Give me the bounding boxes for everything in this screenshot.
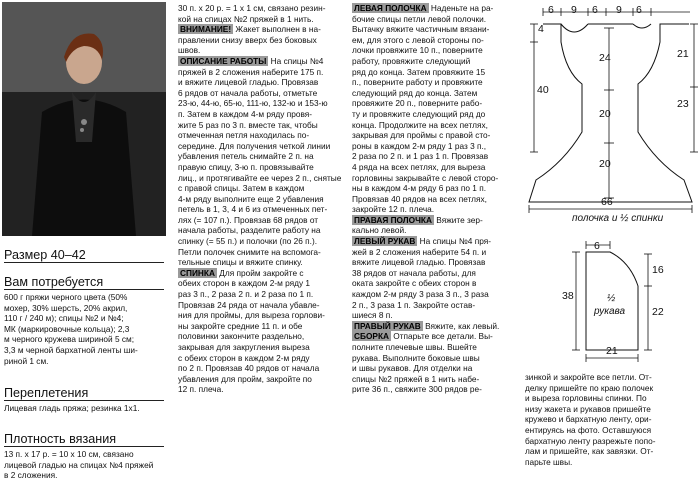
- d1-bottom: 66: [601, 196, 613, 208]
- col2-line: 4-м ряду выполните еще 2 убавления: [178, 193, 324, 204]
- d1-inner-2: 20: [599, 108, 611, 120]
- right-front-label: ПРАВАЯ ПОЛОЧКА: [354, 214, 432, 225]
- col2-line: п. Затем в каждом 4-м ряду провя-: [178, 108, 313, 119]
- materials-line: мохер, 30% шерсть, 20% акрил,: [4, 302, 128, 313]
- col3-line: роны в каждом 2-м ряду 1 раз 3 п.,: [352, 140, 487, 151]
- col4-line: кружево и бархатную ленту, ори-: [525, 414, 652, 425]
- col2-line: Для пройм закройте с: [216, 267, 304, 278]
- col3-line: закрывая для проймы с правой сто-: [352, 130, 491, 141]
- materials-line: 110 г / 240 м); спицы №2 и №4;: [4, 313, 124, 324]
- col2-line: по 2 п. Провязав 40 рядов от начала: [178, 363, 320, 374]
- col3-line: Вяжите зер-: [433, 214, 483, 225]
- front-back-diagram: [524, 2, 699, 227]
- col3-line: рукава. Выполните боковые швы: [352, 352, 480, 363]
- d1-right-1: 21: [677, 48, 689, 60]
- description-label: ОПИСАНИЕ РАБОТЫ: [180, 55, 267, 66]
- col3-line: провяжите 20 п., поверните рабо-: [352, 98, 483, 109]
- col4-line: лам и пришейте, как завязки. От-: [525, 446, 654, 457]
- d2-label-half: ½: [607, 293, 616, 304]
- col3-line: бочие спицы петли левой полочки.: [352, 13, 487, 24]
- col2-line: и вяжите лицевой гладью. Провязав: [178, 77, 319, 88]
- col3-line: 2 раза по 2 п. и 1 раз 1 п. Провязав: [352, 151, 489, 162]
- d1-caption: полочка и ½ спинки: [572, 213, 664, 224]
- d2-left: 38: [562, 290, 574, 302]
- col3-line: 2 п., 3 раза 1 п. Закройте остав-: [352, 299, 476, 310]
- col3-line: и швы рукавов. Для отделки на: [352, 363, 473, 374]
- col3-line: Вытачку вяжите частичным вязани-: [352, 24, 490, 35]
- col2-line: обеих сторон в каждом 2-м ряду 1: [178, 278, 311, 289]
- d1-inner-1: 24: [599, 52, 611, 64]
- d1-left-mid: 40: [537, 84, 549, 96]
- col3-line: Провязав 40 рядов на всех петлях,: [352, 193, 487, 204]
- col4-line: низу жакета и рукавов пришейте: [525, 403, 651, 414]
- materials-line: МК (маркировочные кольца); 2,3: [4, 323, 130, 334]
- right-sleeve-label: ПРАВЫЙ РУКАВ: [354, 320, 421, 331]
- pattern-heading: Переплетения: [4, 386, 164, 401]
- left-sleeve-label: ЛЕВЫЙ РУКАВ: [354, 236, 416, 247]
- col2-line: ны закройте средние 11 п. и обе: [178, 320, 303, 331]
- col3-line: каждом 2-м ряду 3 раза 3 п., 3 раза: [352, 289, 489, 300]
- col3-line: жей в 2 сложения наберите 54 п. и: [352, 246, 487, 257]
- col2-line: раз 3 п., 2 раза 2 п. и 2 раза по 1 п.: [178, 289, 314, 300]
- instructions-column-3: [352, 3, 516, 395]
- col3-line: 4 ряда на всех петлях, для выреза: [352, 161, 486, 172]
- col3-line: конца. Продолжите на всех петлях,: [352, 119, 488, 130]
- col3-line: рите 36 п., свяжите 300 рядов ре-: [352, 384, 482, 395]
- gauge-line: лицевой гладью на спицах №4 пряжей: [4, 459, 154, 470]
- model-photo: [2, 2, 166, 236]
- col3-line: шиеся 8 п.: [352, 310, 393, 321]
- col2-line: середине. Для получения четкой линии: [178, 140, 331, 151]
- col2-line: половинки закончите раздельно,: [178, 331, 305, 342]
- col2-line: тельные спицы и вяжите спинку.: [178, 257, 303, 268]
- col2-line: 23-ю, 44-ю, 65-ю, 111-ю, 132-ю и 153-ю: [178, 98, 328, 109]
- materials-text: [4, 292, 164, 366]
- col3-line: п., поверните работу и провяжите: [352, 77, 483, 88]
- d2-right-1: 16: [652, 264, 664, 276]
- materials-line: риной 1 см.: [4, 355, 49, 366]
- col3-line: Отпарьте все детали. Вы-: [391, 331, 493, 342]
- col3-line: Наденьте на ра-: [428, 3, 494, 13]
- col3-line: На спицы №4 пря-: [417, 236, 491, 247]
- pattern-text: [4, 403, 164, 414]
- col3-line: горловины закрывайте с левой сторо-: [352, 172, 499, 183]
- col3-line: Вяжите, как левый.: [422, 320, 500, 331]
- col3-line: лочки провяжите 10 п., поверните: [352, 45, 483, 56]
- col2-line: убавления для пройм, закройте по: [178, 373, 312, 384]
- col2-line: На спицы №4: [268, 55, 324, 66]
- col4-line: делку пришейте по краю полочек: [525, 382, 654, 393]
- materials-line: м черного кружева шириной 5 см;: [4, 334, 135, 345]
- col2-line: 30 п. х 20 р. = 1 х 1 см, связано резин-: [178, 3, 326, 13]
- gauge-text: [4, 449, 164, 481]
- col4-line: бархатную ленту разрежьте попо-: [525, 435, 656, 446]
- gauge-line: 13 п. х 17 р. = 10 х 10 см, связано: [4, 449, 134, 459]
- col4-line: и выреза горловины спинки. По: [525, 393, 647, 404]
- sleeve-diagram: [560, 240, 680, 370]
- materials-heading: Вам потребуется: [4, 275, 164, 290]
- col3-line: ем, для этого с левой стороны по-: [352, 34, 484, 45]
- col3-line: кально левой.: [352, 225, 407, 236]
- col4-line: ентируясь на фото. Оставшуюся: [525, 424, 652, 435]
- assembly-label: СБОРКА: [354, 331, 389, 342]
- d2-top: 6: [594, 240, 600, 252]
- col2-line: Петли полочек снимите на вспомога-: [178, 246, 321, 257]
- col2-line: 6 рядов от начала работы, отметьте: [178, 87, 318, 98]
- d1-top-4: 9: [616, 4, 622, 16]
- d2-label-sleeve: рукава: [594, 306, 626, 317]
- col3-line: 38 рядов от начала работы, для: [352, 267, 476, 278]
- col3-line: следующий ряд до конца. Затем: [352, 87, 478, 98]
- gauge-line: в 2 сложения.: [4, 470, 58, 481]
- col2-line: ния для проймы, для выреза горлови-: [178, 310, 325, 321]
- col3-line: вяжите лицевой гладью. Провязав: [352, 257, 486, 268]
- d2-bottom: 21: [606, 345, 618, 357]
- col2-line: закрывая для закругления выреза: [178, 342, 310, 352]
- col2-line: пряжей в 2 сложения наберите 175 п.: [178, 66, 324, 77]
- col2-line: убавления петель снимайте 2 п. на: [178, 151, 314, 162]
- col3-line: ту и провяжите следующий ряд до: [352, 108, 486, 119]
- col2-line: Провязав 24 ряда от начала убавле-: [178, 299, 320, 310]
- col2-line: с правой спицы. Затем в каждом: [178, 183, 305, 194]
- col2-line: 12 п. плеча.: [178, 384, 224, 395]
- col3-line: полните плечевые швы. Вшейте: [352, 342, 477, 352]
- d1-left-top: 4: [538, 23, 544, 35]
- instructions-column-2: [178, 3, 343, 395]
- col3-line: работу, провяжите следующий: [352, 55, 471, 66]
- instructions-column-4: [525, 372, 695, 467]
- attention-label: ВНИМАНИЕ!: [180, 24, 232, 35]
- col2-line: отмеченная петля находилась по-: [178, 130, 310, 141]
- col4-line: парьте швы.: [525, 456, 573, 467]
- size-heading: Размер 40–42: [4, 248, 164, 263]
- back-label: СПИНКА: [180, 267, 215, 278]
- col3-line: ряд до конца. Затем провяжите 15: [352, 66, 486, 77]
- col2-line: лиц., и протягивайте ее через 2 п., снятые: [178, 172, 342, 183]
- pattern-line: Лицевая гладь пряжа; резинка 1х1.: [4, 403, 140, 413]
- col3-line: оката закройте с обеих сторон в: [352, 278, 477, 289]
- col2-line: жите 5 раз по 3 п. вместе так, чтобы: [178, 119, 318, 130]
- d1-top-2: 9: [571, 4, 577, 16]
- d1-top-1: 6: [548, 4, 554, 16]
- col2-line: правлении снизу вверх без боковых: [178, 34, 317, 45]
- col4-line: зинкой и закройте все петли. От-: [525, 372, 652, 382]
- model-photo-illustration: [2, 2, 166, 236]
- col3-line: ны в каждом 4-м ряду 6 раз по 1 п.: [352, 183, 486, 194]
- d2-right-2: 22: [652, 306, 664, 318]
- d1-right-2: 23: [677, 98, 689, 110]
- col2-line: правую спицу, 3-ю п. провязывайте: [178, 161, 314, 172]
- col2-line: начала работы, разделите работу на: [178, 225, 321, 236]
- col2-line: кой на спицах №2 пряжей в 1 нить.: [178, 13, 314, 24]
- col2-line: лях (= 107 п.). Провязав 68 рядов от: [178, 214, 319, 225]
- col2-line: швов.: [178, 45, 201, 56]
- d1-inner-3: 20: [599, 158, 611, 170]
- left-front-label: ЛЕВАЯ ПОЛОЧКА: [354, 3, 427, 13]
- col2-line: с обеих сторон в каждом 2-м ряду: [178, 352, 310, 363]
- col2-line: петель в 1, 3, 4 и 6 из отмеченных пет-: [178, 204, 328, 215]
- materials-line: 600 г пряжи черного цвета (50%: [4, 292, 128, 302]
- col2-line: Жакет выполнен в на-: [233, 24, 321, 35]
- col3-line: спицы №2 пряжей в 1 нить набе-: [352, 373, 480, 384]
- col2-line: спинку (= 55 п.) и полочки (по 26 п.).: [178, 236, 318, 247]
- d1-top-3: 6: [592, 4, 598, 16]
- d1-top-5: 6: [636, 4, 642, 16]
- gauge-heading: Плотность вязания: [4, 432, 164, 447]
- col3-line: закройте 12 п. плеча.: [352, 204, 435, 215]
- materials-line: 3,3 м черной бархатной ленты ши-: [4, 344, 138, 355]
